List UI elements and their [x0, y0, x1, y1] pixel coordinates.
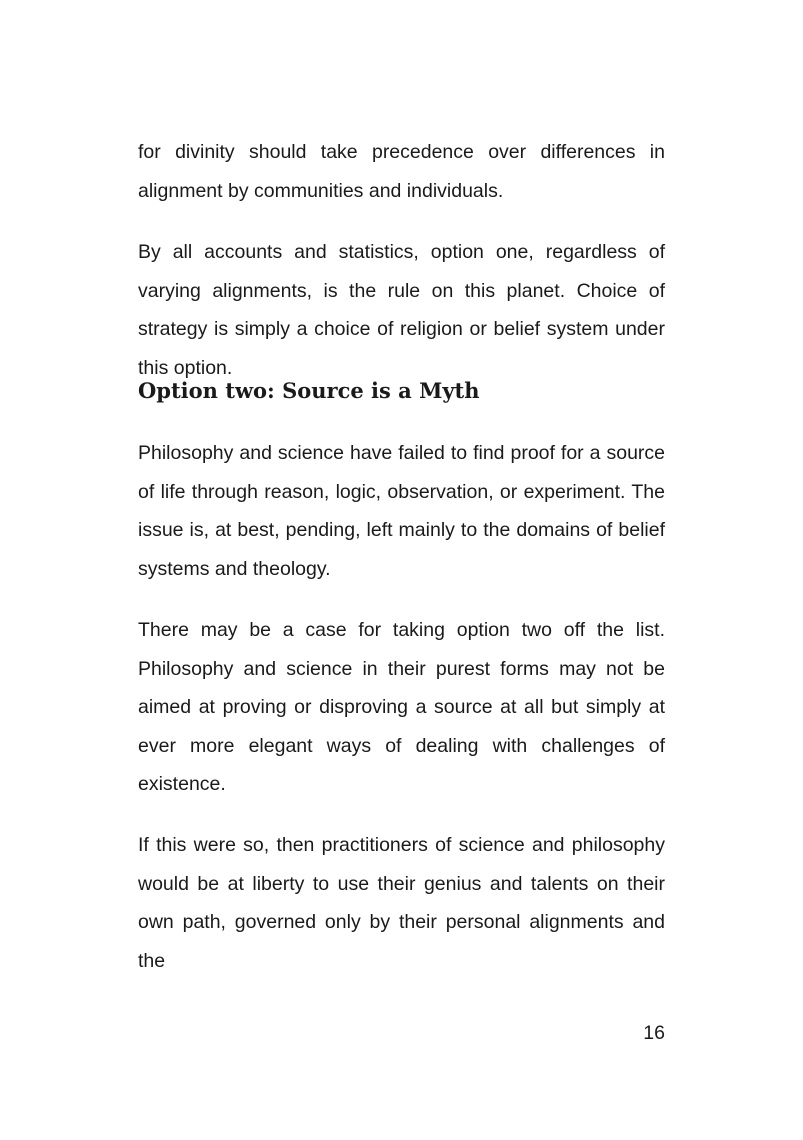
- section-heading: Option two: Source is a Myth: [138, 378, 480, 403]
- paragraph-option-one-summary: By all accounts and statistics, option one, regardless of varying alignments, is the rule on this planet. Choice of strategy is simply a choice of religion or belief system under this option.: [138, 241, 665, 379]
- paragraph-continuation: for divinity should take precedence over differences in alignment by communities and individuals.: [138, 141, 665, 202]
- paragraph-practitioners: If this were so, then practitioners of science and philosophy would be at liberty to use their genius and talents on their own path, governed only by their personal alignments and the: [138, 834, 665, 972]
- paragraph-option-two-case: There may be a case for taking option two off the list. Philosophy and science in their purest forms may not be aimed at proving or disproving a source at all but simply at ever more elegant ways of dealing with challenges of existence.: [138, 619, 665, 795]
- paragraph-philosophy-science: Philosophy and science have failed to find proof for a source of life through reason, logic, observation, or experiment. The issue is, at best, pending, left mainly to the domains of belief systems and theology.: [138, 442, 665, 580]
- page-number: 16: [643, 1022, 665, 1044]
